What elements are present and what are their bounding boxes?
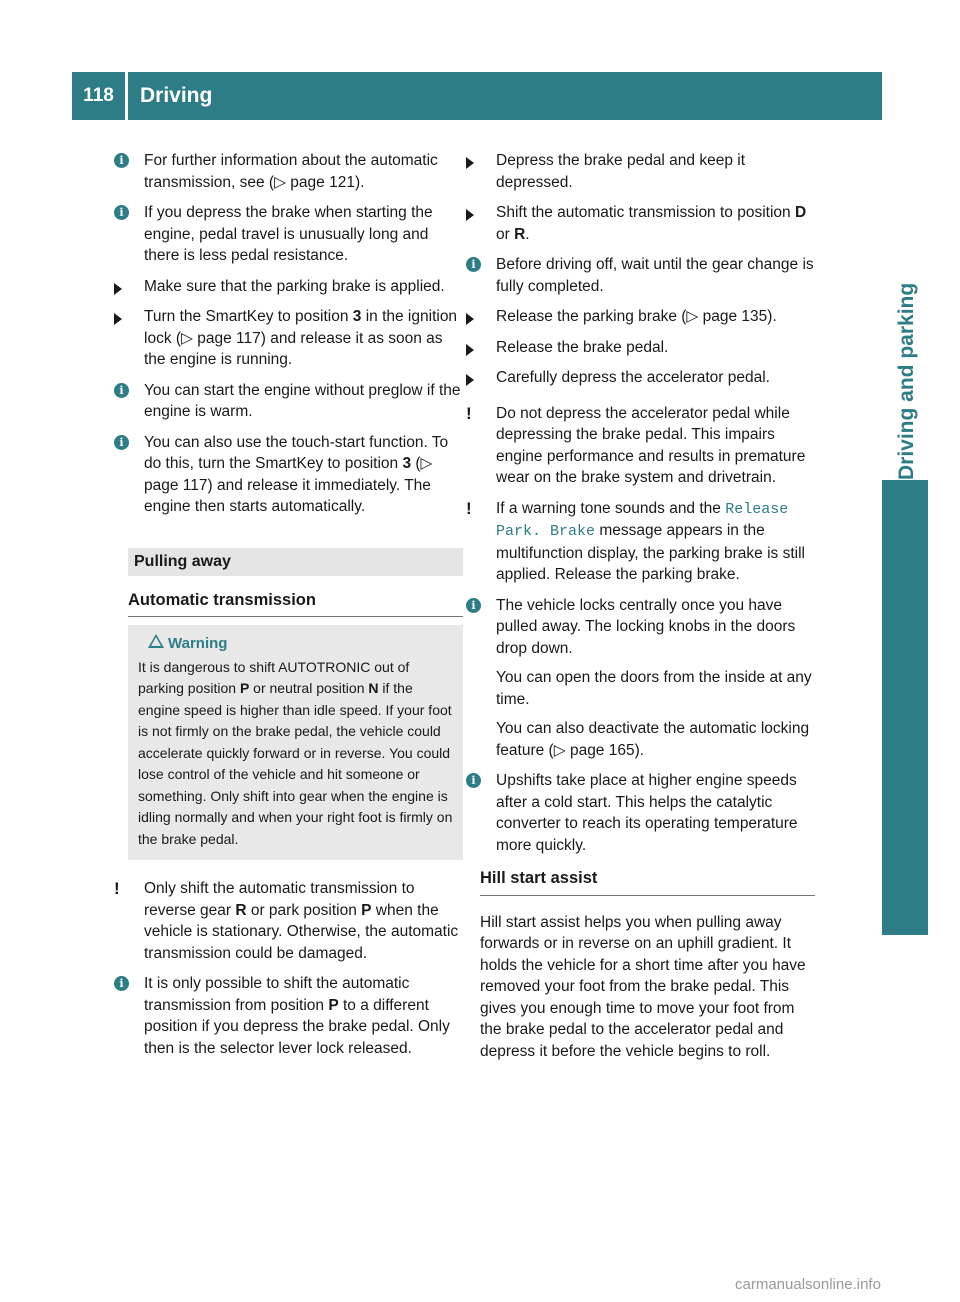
caution-note: ! Do not depress the accelerator pedal while depressing the brake pedal. This impairs engine performance and results in premature wear on the brake system and drivetrain. (466, 403, 806, 486)
info-note: i Upshifts take place at higher engine speeds after a cold start. This helps the catalytic converter to reach its operating temperature more quickly. (480, 770, 815, 856)
info-note: i It is only possible to shift the automatic transmission from position P to a different position if you depress the brake pedal. Only then is the selector lever lock released. (128, 973, 463, 1059)
arrow-bullet-icon (114, 283, 122, 295)
info-icon: i (466, 598, 481, 613)
step-item: Carefully depress the accelerator pedal. (480, 367, 815, 389)
arrow-bullet-icon (466, 157, 474, 169)
warning-heading: Warning (138, 633, 453, 655)
caution-note: ! Only shift the automatic transmission to reverse gear R or park position P when the vehicle is stationary. Otherwise, the automatic transmission could be damaged. (114, 879, 459, 962)
page-header (72, 72, 882, 120)
side-tab-label: Driving and parking (895, 282, 918, 480)
step-item: Shift the automatic transmission to position D or R. (480, 202, 815, 245)
step-item: Release the brake pedal. (480, 337, 815, 359)
arrow-bullet-icon (114, 313, 122, 325)
subsection-heading: Automatic transmission (128, 590, 463, 618)
right-column (466, 150, 815, 1070)
step-item: Release the parking brake (▷ page 135). (480, 306, 815, 328)
watermark: carmanualsonline.info (735, 1276, 881, 1293)
section-heading: Pulling away (128, 548, 463, 576)
info-icon: i (466, 773, 481, 788)
caution-note: ! If a warning tone sounds and the Release Park. Brake message appears in the multifunction display, the parking brake is still applied. Release the parking brake. (466, 498, 805, 583)
page-number: 118 (83, 85, 114, 106)
arrow-bullet-icon (466, 344, 474, 356)
warning-box: Warning It is dangerous to shift AUTOTRONIC out of parking position P or neutral position N if the engine speed is higher than idle speed. If your foot is not firmly on the brake pedal, the vehicle could accelerate quickly forward or in reverse. You could lose control of the vehicle and hit someone or something. Only shift into gear when the engine is idling normally and when your right foot is firmly on the brake pedal. (128, 625, 463, 860)
info-note: i For further information about the automatic transmission, see (▷ page 121). (128, 150, 463, 193)
arrow-bullet-icon (466, 313, 474, 325)
info-note: i Before driving off, wait until the gear change is fully completed. (480, 254, 815, 297)
info-icon: i (114, 383, 129, 398)
exclamation-icon: ! (114, 879, 120, 898)
display-message: Release Park. Brake (496, 500, 789, 540)
info-icon: i (114, 153, 129, 168)
info-icon: i (466, 257, 481, 272)
warning-triangle-icon (148, 634, 164, 648)
left-column (114, 150, 463, 1068)
info-note: i If you depress the brake when starting the engine, pedal travel is unusually long and there is less pedal resistance. (128, 202, 463, 267)
exclamation-icon: ! (466, 403, 472, 423)
info-note: i You can also use the touch-start function. To do this, turn the SmartKey to position 3 (▷ page 117) and release it immediately. The engine then starts automatically. (128, 432, 463, 518)
step-item: Turn the SmartKey to position 3 in the ignition lock (▷ page 117) and release it as soon as the engine is running. (128, 306, 463, 371)
arrow-bullet-icon (466, 209, 474, 221)
header-divider (125, 72, 128, 120)
info-note: i The vehicle locks centrally once you have pulled away. The locking knobs in the doors drop down. You can open the doors from the inside at any time. You can also deactivate the automatic locking feature (▷ page 165). (480, 595, 815, 762)
subsection-heading: Hill start assist (480, 868, 815, 896)
step-item: Make sure that the parking brake is applied. (128, 276, 463, 298)
step-item: Depress the brake pedal and keep it depressed. (480, 150, 815, 193)
info-icon: i (114, 976, 129, 991)
info-icon: i (114, 205, 129, 220)
side-tab-marker (882, 480, 928, 935)
exclamation-icon: ! (466, 498, 472, 518)
chapter-title: Driving (140, 84, 213, 107)
side-tab (882, 120, 928, 480)
info-icon: i (114, 435, 129, 450)
arrow-bullet-icon (466, 374, 474, 386)
body-paragraph: Hill start assist helps you when pulling away forwards or in reverse on an uphill gradient. It holds the vehicle for a short time after you have removed your foot from the brake pedal. This gives you enough time to move your foot from the brake pedal to the accelerator pedal and depress it before the vehicle begins to roll. (480, 913, 806, 1060)
info-note: i You can start the engine without preglow if the engine is warm. (128, 380, 463, 423)
